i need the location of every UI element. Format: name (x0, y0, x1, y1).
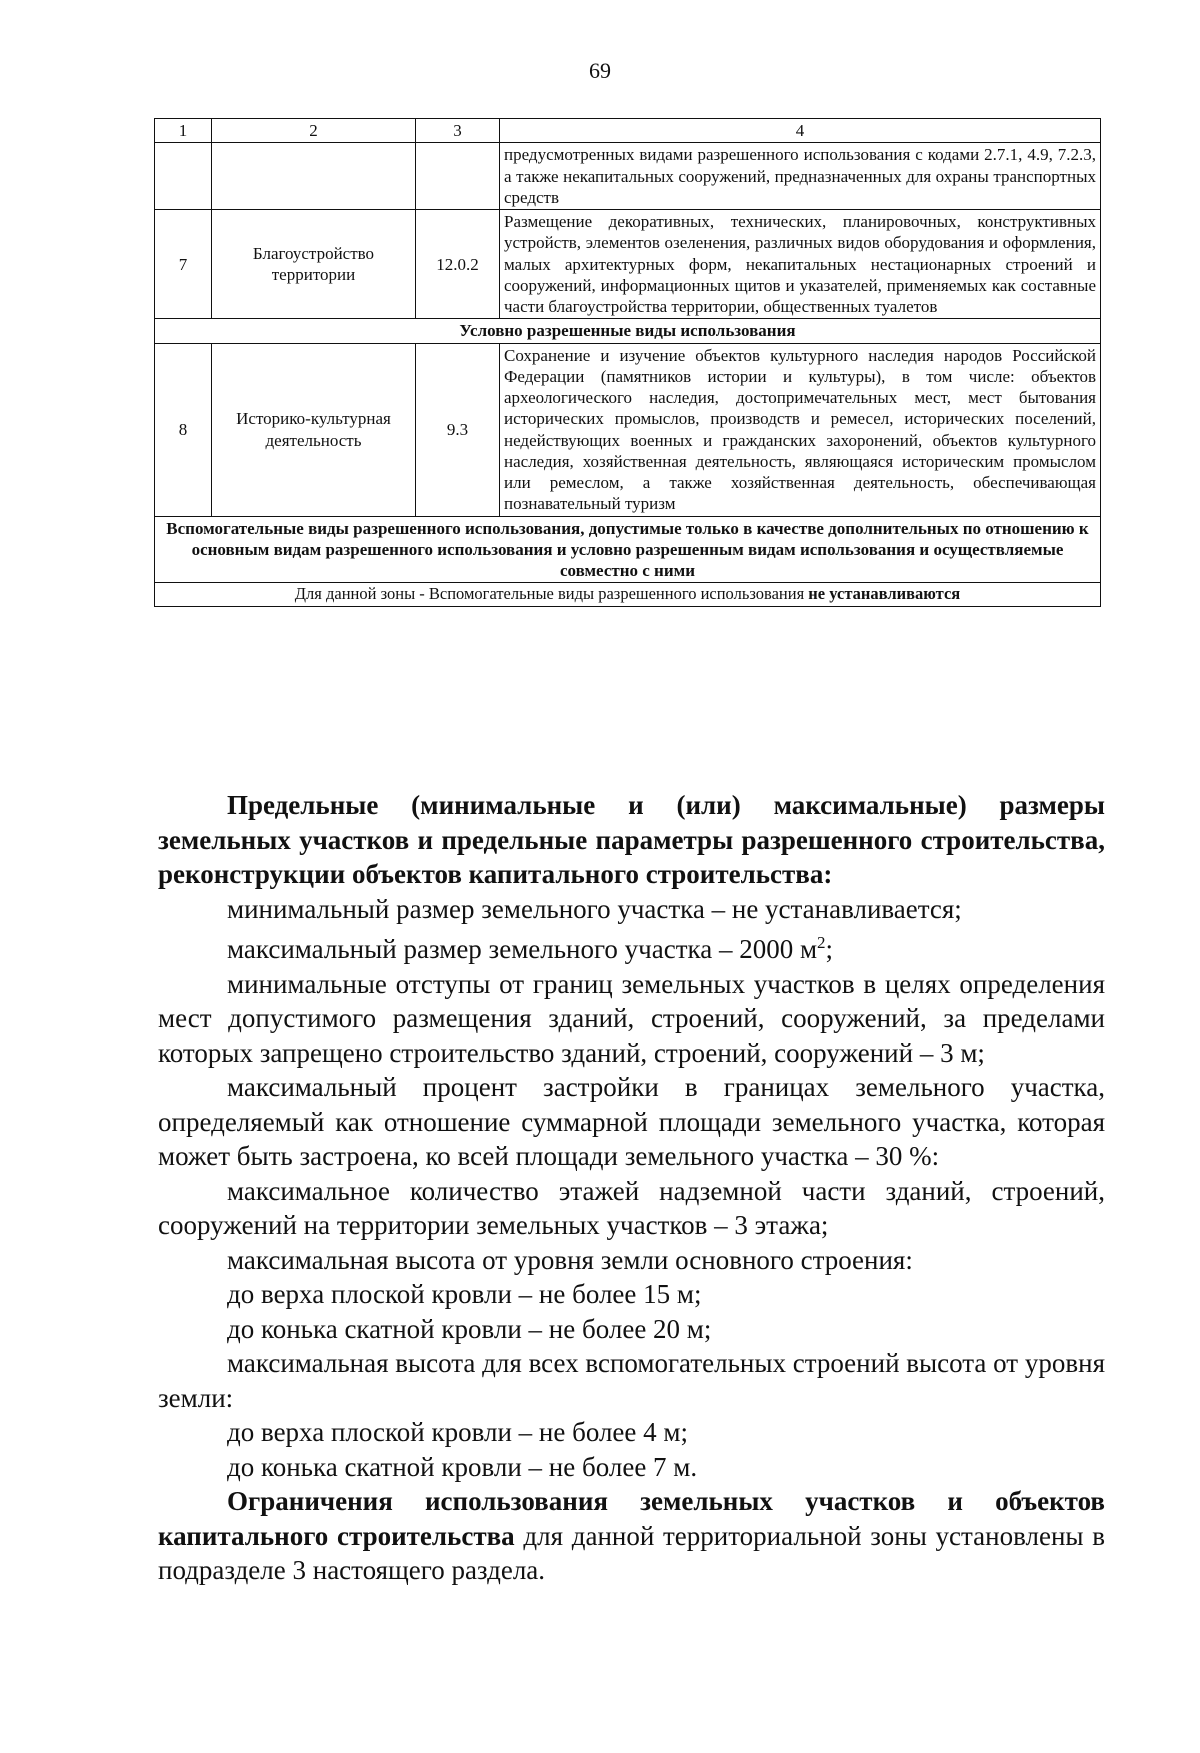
auxiliary-note-bold: не устанавливаются (808, 584, 961, 604)
auxiliary-note (155, 583, 1101, 607)
header-col-2: 2 (212, 119, 416, 143)
use-type-description: Сохранение и изучение объектов культурного наследия народов Российской Федерации (памятников истории и культуры), в том числе: объектов археологического наследия, достопримечательных мест, мест бытования исторических промыслов, производств и ремесел, исторических поселений, недействующих военных и гражданских захоронений, объектов культурного наследия, хозяйственная деятельность, являющаяся историческим промыслом или ремеслом, а также хозяйственная деятельность, обеспечивающая познавательный туризм (500, 343, 1101, 516)
continuation-description: предусмотренных видами разрешенного использования с кодами 2.7.1, 4.9, 7.2.3, а также некапитальных сооружений, предназначенных для охраны транспортных средств (500, 143, 1101, 210)
paragraph: максимальная высота от уровня земли основного строения: (227, 1244, 913, 1275)
table-row-8 (155, 343, 1101, 516)
land-use-table (154, 118, 1101, 607)
paragraph: максимальный размер земельного участка – 2000 $м^2$; (227, 933, 834, 964)
table-row-7 (155, 210, 1101, 319)
auxiliary-section-title: Вспомогательные виды разрешенного использования, допустимые только в качестве дополнительных по отношению к основным видам разрешенного использования и условно разрешенным видам использования и осуществляемые совместно с ними (155, 516, 1101, 583)
use-type-code: 12.0.2 (416, 210, 500, 319)
use-type-name: Историко-культурная деятельность (212, 343, 416, 516)
paragraph: Ограничения использования земельных участков и объектов капитального строительства для данной территориальной зоны установлены в подразделе 3 настоящего раздела. (158, 1486, 1105, 1585)
section-heading: Предельные (минимальные и (или) максимальные) размеры земельных участков и предельные параметры разрешенного строительства, реконструкции объектов капитального строительства: (158, 790, 1105, 889)
header-col-4: 4 (500, 119, 1101, 143)
paragraph: максимальный процент застройки в границах земельного участка, определяемый как отношение суммарной площади земельного участка, которая может быть застроена, ко всей площади земельного участка – 30 %: (158, 1072, 1105, 1171)
auxiliary-note-row (155, 583, 1101, 607)
paragraph: максимальная высота для всех вспомогательных строений высота от уровня земли: (158, 1348, 1105, 1413)
header-col-1: 1 (155, 119, 212, 143)
row-number: 8 (155, 343, 212, 516)
paragraph: до конька скатной кровли – не более 20 м; (227, 1313, 712, 1344)
table-row-continuation (155, 143, 1101, 210)
table-header-row (155, 119, 1101, 143)
conditional-section-title: Условно разрешенные виды использования (155, 319, 1101, 343)
conditional-section-row (155, 319, 1101, 343)
paragraph: до верха плоской кровли – не более 4 м; (227, 1417, 688, 1447)
paragraph: максимальное количество этажей надземной части зданий, строений, сооружений на территории земельных участков – 3 этажа; (158, 1175, 1105, 1240)
paragraph: минимальный размер земельного участка – не устанавливается; (227, 893, 962, 924)
paragraph: до конька скатной кровли – не более 7 м. (227, 1451, 698, 1482)
use-type-code: 9.3 (416, 343, 500, 516)
paragraph: минимальные отступы от границ земельных участков в целях определения мест допустимого размещения зданий, строений, сооружений, за пределами которых запрещено строительство зданий, строений, сооружений – 3 м; (158, 968, 1105, 1068)
auxiliary-section-row (155, 516, 1101, 583)
restrictions-bold: Ограничения использования земельных участков и объектов капитального строительства (158, 1486, 1105, 1551)
page-number: 69 (589, 58, 611, 83)
paragraph: до верха плоской кровли – не более 15 м; (227, 1279, 702, 1309)
row-number: 7 (155, 210, 212, 319)
auxiliary-note-prefix: Для данной зоны - Вспомогательные виды разрешенного использования (294, 584, 809, 604)
header-col-3: 3 (416, 119, 500, 143)
use-type-name: Благоустройство территории (212, 210, 416, 319)
use-type-description: Размещение декоративных, технических, планировочных, конструктивных устройств, элементов озеленения, различных видов оборудования и оформления, малых архитектурных форм, некапитальных нестационарных строений и сооружений, информационных щитов и указателей, применяемых как составные части благоустройства территории, общественных туалетов (500, 210, 1101, 319)
parameters-section (158, 788, 1105, 1588)
